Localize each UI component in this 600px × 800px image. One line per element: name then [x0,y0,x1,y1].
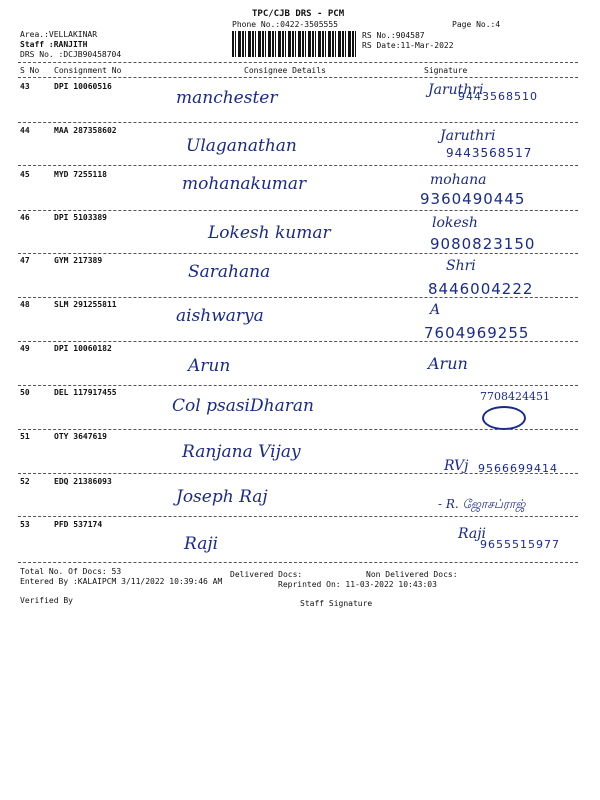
table-row [0,477,600,520]
signature: lokesh [432,215,478,231]
consignee-name: Joseph Raj [176,487,268,507]
divider [18,562,578,563]
table-row [0,520,600,563]
consignee-name: Raji [184,534,219,554]
row-sno: 46 [20,213,30,222]
row-sno: 47 [20,256,30,265]
row-consignment: DPI 5103389 [54,213,107,222]
total-docs: Total No. Of Docs: 53 [20,567,122,576]
rs-number: RS No.:904587 [362,31,425,40]
table-row [0,300,600,343]
row-consignment: MAA 287358602 [54,126,117,135]
phone: 9080823150 [430,235,536,253]
signature: mohana [430,172,487,188]
row-consignment: OTY 3647619 [54,432,107,441]
consignee-name: Arun [188,356,231,376]
phone: 9566699414 [478,462,558,475]
divider [18,516,578,517]
consignee-name: manchester [176,88,278,108]
page-number: Page No.:4 [452,20,501,29]
row-consignment: EDQ 21386093 [54,477,112,486]
barcode [232,31,358,57]
row-sno: 44 [20,126,30,135]
phone-number: Phone No.:0422-3505555 [232,20,338,29]
row-sno: 49 [20,344,30,353]
table-row [0,256,600,299]
row-sno: 43 [20,82,30,91]
table-row [0,213,600,256]
divider [18,297,578,298]
signature: Jaruthri [428,82,484,98]
col-header-sno: S No [20,66,40,75]
phone: 9655515977 [480,538,560,551]
document-title: TPC/CJB DRS - PCM [252,9,345,19]
table-row [0,388,600,431]
divider [18,429,578,430]
row-consignment: MYD 7255118 [54,170,107,179]
consignee-name: aishwarya [176,306,264,326]
col-header-consignment: Consignment No [54,66,122,75]
entered-by: Entered By :KALAIPCM 3/11/2022 10:39:46 AM [20,577,223,586]
signature: RVj [444,458,469,474]
phone: 9360490445 [420,190,526,208]
signature: Jaruthri [440,128,496,144]
col-header-signature: Signature [424,66,468,75]
signature-scribble [482,406,526,430]
signature: A [430,302,441,318]
divider [18,62,578,63]
row-consignment: DEL 117917455 [54,388,117,397]
row-sno: 53 [20,520,30,529]
table-row [0,126,600,169]
row-consignment: GYM 217389 [54,256,103,265]
row-consignment: SLM 291255811 [54,300,117,309]
row-sno: 52 [20,477,30,486]
row-consignment: DPI 10060182 [54,344,112,353]
row-consignment: DPI 10060516 [54,82,112,91]
row-sno: 48 [20,300,30,309]
divider [18,473,578,474]
divider [18,77,578,78]
signature: Shri [446,258,476,274]
signature: Arun [428,354,468,373]
row-sno: 45 [20,170,30,179]
staff-signature: Staff Signature [300,599,373,608]
divider [18,165,578,166]
row-consignment: PFD 537174 [54,520,103,529]
table-row [0,432,600,475]
rs-date: RS Date:11-Mar-2022 [362,41,454,50]
row-sno: 50 [20,388,30,397]
divider [18,341,578,342]
signature: Raji [458,526,487,542]
signature: - R. ஜோசப்ராஜ் [438,497,526,511]
consignee-name: Sarahana [188,262,271,282]
drs-number: DRS No. :DCJB90458704 [20,50,122,59]
row-sno: 51 [20,432,30,441]
non-delivered-docs: Non Delivered Docs: [366,570,458,579]
table-row [0,344,600,387]
delivered-docs: Delivered Docs: [230,570,303,579]
consignee-name: Col psasiDharan [172,396,314,416]
phone: 9443568510 [458,90,538,103]
consignee-name: mohanakumar [182,174,307,194]
consignee-name: Ranjana Vijay [182,442,301,462]
verified-by: Verified By [20,596,73,605]
table-row [0,170,600,213]
signature: 7708424451 [480,390,550,403]
phone: 7604969255 [424,324,530,342]
staff-label: Staff :RANJITH [20,40,88,49]
table-row [0,82,600,125]
area-label: Area.:VELLAKINAR [20,30,98,39]
reprinted-on: Reprinted On: 11-03-2022 10:43:03 [278,580,437,589]
divider [18,253,578,254]
phone: 9443568517 [446,146,533,160]
consignee-name: Ulaganathan [186,136,297,156]
divider [18,385,578,386]
phone: 8446004222 [428,280,534,298]
col-header-consignee: Consignee Details [244,66,326,75]
divider [18,210,578,211]
divider [18,122,578,123]
consignee-name: Lokesh kumar [208,223,331,243]
